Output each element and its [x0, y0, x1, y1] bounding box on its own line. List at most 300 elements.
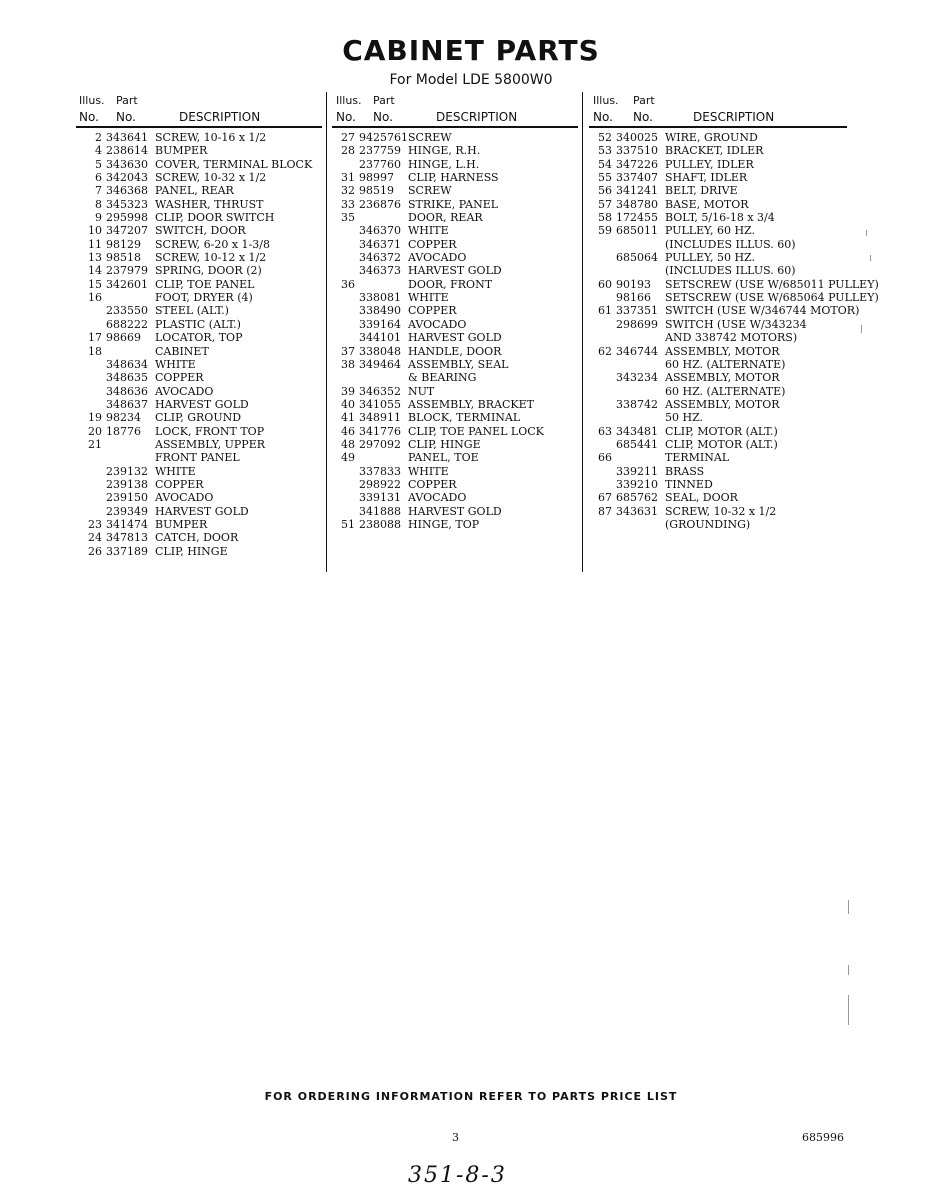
table-row — [333, 251, 578, 264]
part-description: BRACKET, IDLER — [665, 144, 764, 158]
part-description: AVOCADO — [155, 491, 214, 505]
part-description: SCREW, 10-32 x 1/2 — [155, 171, 267, 185]
part-description: PANEL, TOE — [408, 451, 479, 465]
table-row — [80, 491, 320, 504]
header-rule-1 — [76, 126, 322, 128]
illus-number: 28 — [341, 144, 355, 158]
illus-number: 4 — [95, 144, 102, 158]
part-description: HINGE, TOP — [408, 517, 480, 531]
part-description: NUT — [408, 384, 435, 398]
table-row — [80, 144, 320, 157]
part-description: BOLT, 5/16-18 x 3/4 — [665, 211, 775, 225]
scan-speck — [848, 965, 849, 975]
part-description: SCREW, 10-12 x 1/2 — [155, 251, 267, 265]
table-row — [333, 264, 578, 277]
part-description: WASHER, THRUST — [155, 197, 264, 211]
table-row — [333, 291, 578, 304]
part-number: 347207 — [106, 224, 148, 238]
part-number: 237760 — [359, 157, 401, 171]
table-row — [333, 144, 578, 157]
part-number: 348636 — [106, 384, 148, 398]
scan-speck — [848, 995, 849, 1025]
table-row — [80, 304, 320, 317]
table-row — [590, 264, 870, 277]
part-number: 337833 — [359, 464, 401, 478]
part-description: ASSEMBLY, MOTOR — [665, 344, 780, 358]
description-label: DESCRIPTION — [693, 110, 775, 124]
table-row — [80, 198, 320, 211]
table-row — [590, 345, 870, 358]
part-description: SWITCH (USE W/346744 MOTOR) — [665, 304, 860, 318]
part-number: 346371 — [359, 237, 401, 251]
table-row — [590, 411, 870, 424]
part-number: 298922 — [359, 477, 401, 491]
illus-number: 32 — [341, 184, 355, 198]
table-row — [333, 238, 578, 251]
part-number: 338490 — [359, 304, 401, 318]
part-number: 341055 — [359, 397, 401, 411]
illus-number: 51 — [341, 517, 355, 531]
part-description: BELT, DRIVE — [665, 184, 738, 198]
part-description: (INCLUDES ILLUS. 60) — [665, 264, 796, 278]
part-description: COPPER — [408, 304, 457, 318]
part-number: 337351 — [616, 304, 658, 318]
part-number: 90193 — [616, 277, 651, 291]
table-row — [80, 531, 320, 544]
table-row — [80, 251, 320, 264]
description-label: DESCRIPTION — [436, 110, 518, 124]
part-description: ASSEMBLY, UPPER — [155, 437, 266, 451]
part-number: 98166 — [616, 291, 651, 305]
part-number: 685064 — [616, 251, 658, 265]
table-row — [80, 518, 320, 531]
part-description: HARVEST GOLD — [408, 504, 502, 518]
part-description: HINGE, R.H. — [408, 144, 481, 158]
table-row — [80, 171, 320, 184]
part-number: 98129 — [106, 237, 141, 251]
part-description: SETSCREW (USE W/685011 PULLEY) — [665, 277, 879, 291]
part-description: COPPER — [408, 237, 457, 251]
table-row — [80, 371, 320, 384]
table-row — [80, 398, 320, 411]
illus-number: 16 — [88, 291, 102, 305]
illus-number: 36 — [341, 277, 355, 291]
table-row — [590, 224, 870, 237]
part-description: HARVEST GOLD — [155, 504, 249, 518]
part-number: 238088 — [359, 517, 401, 531]
part-description: (INCLUDES ILLUS. 60) — [665, 237, 796, 251]
part-description: 60 HZ. (ALTERNATE) — [665, 357, 786, 371]
part-label-top: Part — [373, 94, 395, 107]
table-row — [590, 505, 870, 518]
part-number: 337189 — [106, 544, 148, 558]
part-description: HARVEST GOLD — [155, 397, 249, 411]
part-number: 343641 — [106, 131, 148, 144]
table-row — [590, 425, 870, 438]
illus-number: 14 — [88, 264, 102, 278]
part-number: 347226 — [616, 157, 658, 171]
table-row — [333, 184, 578, 197]
part-description: HARVEST GOLD — [408, 264, 502, 278]
table-row — [333, 304, 578, 317]
part-description: SCREW — [408, 184, 452, 198]
illus-number: 23 — [88, 517, 102, 531]
part-number: 342601 — [106, 277, 148, 291]
part-number: 18776 — [106, 424, 141, 438]
illus-number: 52 — [598, 131, 612, 144]
table-row — [80, 131, 320, 144]
part-description: COPPER — [155, 477, 204, 491]
part-number: 346352 — [359, 384, 401, 398]
table-row — [80, 465, 320, 478]
illus-label-bottom: No. — [79, 110, 99, 124]
part-description: SCREW, 10-16 x 1/2 — [155, 131, 267, 144]
part-description: FOOT, DRYER (4) — [155, 291, 253, 305]
part-description: FRONT PANEL — [155, 451, 240, 465]
part-description: AVOCADO — [408, 251, 467, 265]
part-description: (GROUNDING) — [665, 517, 751, 531]
part-description: SETSCREW (USE W/685064 PULLEY) — [665, 291, 879, 305]
part-number: 341888 — [359, 504, 401, 518]
part-description: COPPER — [408, 477, 457, 491]
part-number: 338742 — [616, 397, 658, 411]
illus-number: 48 — [341, 437, 355, 451]
illus-number: 57 — [598, 197, 612, 211]
table-row — [590, 398, 870, 411]
part-number: 349464 — [359, 357, 401, 371]
illus-number: 8 — [95, 197, 102, 211]
part-description: SCREW, 10-32 x 1/2 — [665, 504, 777, 518]
part-description: AVOCADO — [408, 317, 467, 331]
table-row — [333, 491, 578, 504]
table-row — [80, 451, 320, 464]
part-number: 343481 — [616, 424, 658, 438]
part-description: PULLEY, 50 HZ. — [665, 251, 755, 265]
part-number: 344101 — [359, 331, 401, 345]
scan-speck — [870, 255, 871, 261]
illus-number: 66 — [598, 451, 612, 465]
table-row — [590, 277, 879, 291]
table-row — [333, 198, 578, 211]
illus-number: 24 — [88, 531, 102, 545]
part-number: 337510 — [616, 144, 658, 158]
part-description: ASSEMBLY, BRACKET — [408, 397, 534, 411]
table-row — [333, 211, 578, 224]
part-description: TINNED — [665, 477, 713, 491]
part-description: AND 338742 MOTORS) — [665, 331, 798, 345]
part-description: LOCK, FRONT TOP — [155, 424, 265, 438]
header-rule-3 — [589, 126, 847, 128]
table-row — [333, 371, 578, 384]
illus-number: 17 — [88, 331, 102, 345]
part-description: STRIKE, PANEL — [408, 197, 499, 211]
illus-number: 38 — [341, 357, 355, 371]
part-number: 348637 — [106, 397, 148, 411]
part-description: COVER, TERMINAL BLOCK — [155, 157, 313, 171]
illus-number: 62 — [598, 344, 612, 358]
table-row — [333, 345, 578, 358]
illus-number: 49 — [341, 451, 355, 465]
part-description: CLIP, MOTOR (ALT.) — [665, 424, 778, 438]
part-description: STEEL (ALT.) — [155, 304, 229, 318]
illus-number: 37 — [341, 344, 355, 358]
part-number: 688222 — [106, 317, 148, 331]
table-row — [590, 318, 870, 331]
part-number: 346372 — [359, 251, 401, 265]
part-number: 347813 — [106, 531, 148, 545]
illus-number: 15 — [88, 277, 102, 291]
ordering-note: FOR ORDERING INFORMATION REFER TO PARTS PRICE LIST — [264, 1090, 678, 1103]
table-row — [333, 171, 578, 184]
illus-number: 87 — [598, 504, 612, 518]
part-description: PANEL, REAR — [155, 184, 234, 198]
part-description: 50 HZ. — [665, 411, 704, 425]
table-row — [80, 278, 320, 291]
part-number: 685011 — [616, 224, 658, 238]
table-row — [590, 451, 870, 464]
illus-number: 63 — [598, 424, 612, 438]
table-row — [590, 465, 870, 478]
part-number: 338048 — [359, 344, 401, 358]
part-description: PLASTIC (ALT.) — [155, 317, 241, 331]
table-row — [333, 505, 578, 518]
part-description: DOOR, REAR — [408, 211, 483, 225]
table-row — [590, 331, 870, 344]
part-label-bottom: No. — [633, 110, 653, 124]
table-row — [333, 158, 578, 171]
part-description: AVOCADO — [408, 491, 467, 505]
description-label: DESCRIPTION — [179, 110, 261, 124]
part-description: PULLEY, IDLER — [665, 157, 754, 171]
illus-number: 20 — [88, 424, 102, 438]
illus-number: 11 — [88, 237, 102, 251]
table-row — [80, 331, 320, 344]
part-number: 237759 — [359, 144, 401, 158]
part-number: 685441 — [616, 437, 658, 451]
part-number: 339164 — [359, 317, 401, 331]
illus-number: 19 — [88, 411, 102, 425]
part-number: 339131 — [359, 491, 401, 505]
scan-speck — [848, 900, 849, 914]
part-description: SWITCH (USE W/343234 — [665, 317, 807, 331]
part-description: CLIP, TOE PANEL — [155, 277, 255, 291]
table-row — [80, 385, 320, 398]
part-description: WHITE — [408, 224, 449, 238]
table-row — [333, 224, 578, 237]
table-row — [333, 518, 578, 531]
part-description: ASSEMBLY, SEAL — [408, 357, 509, 371]
part-description: CLIP, MOTOR (ALT.) — [665, 437, 778, 451]
page-number: 3 — [452, 1131, 459, 1144]
column-divider-1 — [326, 92, 327, 572]
part-description: SPRING, DOOR (2) — [155, 264, 262, 278]
illus-label-top: Illus. — [336, 94, 362, 107]
part-number: 239138 — [106, 477, 148, 491]
illus-number: 40 — [341, 397, 355, 411]
part-description: PULLEY, 60 HZ. — [665, 224, 755, 238]
part-number: 343234 — [616, 371, 658, 385]
part-number: 9425761 — [359, 131, 408, 144]
part-description: ASSEMBLY, MOTOR — [665, 397, 780, 411]
part-description: HINGE, L.H. — [408, 157, 480, 171]
table-row — [333, 465, 578, 478]
illus-number: 21 — [88, 437, 102, 451]
part-description: BASE, MOTOR — [665, 197, 749, 211]
part-number: 346373 — [359, 264, 401, 278]
part-description: CLIP, HINGE — [408, 437, 481, 451]
part-description: CATCH, DOOR — [155, 531, 239, 545]
table-row — [590, 304, 870, 317]
part-description: LOCATOR, TOP — [155, 331, 243, 345]
part-description: BLOCK, TERMINAL — [408, 411, 521, 425]
illus-number: 6 — [95, 171, 102, 185]
part-description: CLIP, TOE PANEL LOCK — [408, 424, 544, 438]
illus-number: 10 — [88, 224, 102, 238]
part-number: 98519 — [359, 184, 394, 198]
part-description: TERMINAL — [665, 451, 730, 465]
part-description: WHITE — [155, 464, 196, 478]
part-number: 343631 — [616, 504, 658, 518]
part-number: 342043 — [106, 171, 148, 185]
illus-number: 33 — [341, 197, 355, 211]
column-divider-2 — [582, 92, 583, 572]
part-number: 341474 — [106, 517, 148, 531]
part-description: & BEARING — [408, 371, 477, 385]
table-row — [333, 131, 578, 144]
part-description: WHITE — [408, 291, 449, 305]
table-row — [590, 251, 870, 264]
illus-number: 35 — [341, 211, 355, 225]
table-row — [590, 171, 870, 184]
illus-number: 27 — [341, 131, 355, 144]
part-description: SEAL, DOOR — [665, 491, 738, 505]
table-row — [590, 478, 870, 491]
table-row — [333, 385, 578, 398]
illus-number: 18 — [88, 344, 102, 358]
part-description: SCREW — [408, 131, 452, 144]
part-label-bottom: No. — [373, 110, 393, 124]
table-row — [590, 184, 870, 197]
part-label-top: Part — [633, 94, 655, 107]
part-number: 98518 — [106, 251, 141, 265]
table-row — [333, 318, 578, 331]
part-description: COPPER — [155, 371, 204, 385]
table-row — [80, 291, 320, 304]
part-description: SWITCH, DOOR — [155, 224, 246, 238]
table-row — [590, 371, 870, 384]
illus-number: 59 — [598, 224, 612, 238]
parts-column-2 — [333, 131, 578, 531]
illus-number: 55 — [598, 171, 612, 185]
illus-number: 13 — [88, 251, 102, 265]
part-number: 238614 — [106, 144, 148, 158]
illus-label-top: Illus. — [593, 94, 619, 107]
part-number: 239349 — [106, 504, 148, 518]
table-row — [80, 411, 320, 424]
table-row — [80, 438, 320, 451]
part-description: WIRE, GROUND — [665, 131, 758, 144]
part-label-top: Part — [116, 94, 138, 107]
table-row — [590, 211, 870, 224]
part-number: 339211 — [616, 464, 658, 478]
illus-number: 9 — [95, 211, 102, 225]
scan-speck — [866, 230, 867, 236]
part-number: 233550 — [106, 304, 148, 318]
part-description: WHITE — [408, 464, 449, 478]
part-number: 343630 — [106, 157, 148, 171]
table-row — [590, 491, 870, 504]
handwritten-mark: 351-8-3 — [408, 1163, 507, 1188]
part-number: 685762 — [616, 491, 658, 505]
part-number: 98234 — [106, 411, 141, 425]
table-row — [80, 184, 320, 197]
part-description: CLIP, DOOR SWITCH — [155, 211, 275, 225]
part-number: 341241 — [616, 184, 658, 198]
illus-number: 56 — [598, 184, 612, 198]
part-label-bottom: No. — [116, 110, 136, 124]
part-number: 348780 — [616, 197, 658, 211]
part-number: 346368 — [106, 184, 148, 198]
table-row — [333, 398, 578, 411]
table-row — [590, 291, 879, 305]
table-row — [80, 505, 320, 518]
table-row — [590, 385, 870, 398]
illus-number: 54 — [598, 157, 612, 171]
part-description: AVOCADO — [155, 384, 214, 398]
table-row — [80, 425, 320, 438]
parts-column-1 — [80, 131, 320, 558]
part-description: 60 HZ. (ALTERNATE) — [665, 384, 786, 398]
table-row — [590, 438, 870, 451]
part-number: 346744 — [616, 344, 658, 358]
illus-label-bottom: No. — [593, 110, 613, 124]
table-row — [80, 238, 320, 251]
part-description: SCREW, 6-20 x 1-3/8 — [155, 237, 270, 251]
illus-number: 60 — [598, 277, 612, 291]
table-row — [590, 238, 870, 251]
part-number: 340025 — [616, 131, 658, 144]
table-row — [80, 158, 320, 171]
illus-label-top: Illus. — [79, 94, 105, 107]
part-number: 348635 — [106, 371, 148, 385]
table-row — [80, 545, 320, 558]
table-row — [590, 358, 870, 371]
table-row — [590, 144, 870, 157]
part-number: 348911 — [359, 411, 401, 425]
scan-speck — [861, 325, 862, 333]
part-number: 345323 — [106, 197, 148, 211]
part-number: 339210 — [616, 477, 658, 491]
part-description: SHAFT, IDLER — [665, 171, 748, 185]
part-description: BRASS — [665, 464, 705, 478]
part-number: 239150 — [106, 491, 148, 505]
parts-column-3 — [590, 131, 879, 531]
part-number: 237979 — [106, 264, 148, 278]
part-description: CABINET — [155, 344, 209, 358]
table-row — [333, 451, 578, 464]
table-row — [590, 518, 870, 531]
illus-number: 58 — [598, 211, 612, 225]
part-description: BUMPER — [155, 517, 208, 531]
part-description: CLIP, GROUND — [155, 411, 242, 425]
table-row — [80, 224, 320, 237]
part-description: CLIP, HINGE — [155, 544, 228, 558]
part-description: DOOR, FRONT — [408, 277, 493, 291]
table-row — [80, 358, 320, 371]
part-number: 348634 — [106, 357, 148, 371]
illus-number: 5 — [95, 157, 102, 171]
part-description: HARVEST GOLD — [408, 331, 502, 345]
